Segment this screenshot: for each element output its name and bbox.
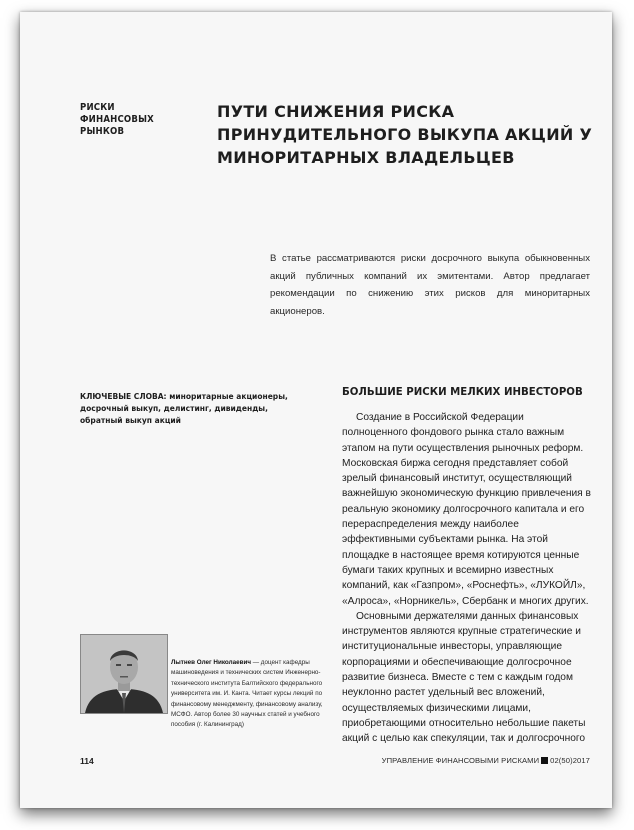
author-name: Лытнев Олег Николаевич bbox=[171, 659, 251, 666]
journal-footer bbox=[382, 756, 590, 765]
author-photo bbox=[80, 634, 168, 714]
author-bio bbox=[171, 658, 341, 731]
journal-name: УПРАВЛЕНИЕ ФИНАНСОВЫМИ РИСКАМИ bbox=[381, 756, 540, 765]
body-heading: БОЛЬШИЕ РИСКИ МЕЛКИХ ИНВЕСТОРОВ bbox=[342, 387, 583, 398]
author-portrait-image bbox=[81, 635, 167, 713]
article-title: ПУТИ СНИЖЕНИЯ РИСКА ПРИНУДИТЕЛЬНОГО ВЫКУПА АКЦИЙ У МИНОРИТАРНЫХ ВЛАДЕЛЬЦЕВ bbox=[217, 102, 593, 167]
article-body bbox=[342, 386, 592, 747]
body-paragraph: Создание в Российской Федерации полноценного фондового рынка стало важным этапом на пути осуществления рыночных реформ. Московская биржа сегодня представляет собой зрелый финансовый институт, осуществляющий важнейшую экономическую функцию привлечения в реальную экономику долгосрочного капитала и его перераспределения между наиболее эффективными субъектами рынка. На этой площадке в настоящее время котируются ценные бумаги таких крупных и всемирно известных компаний, как «Газпром», «Роснефть», «ЛУКОЙЛ», «Алроса», «Норникель», Сбербанк и многих других. bbox=[342, 412, 591, 607]
page-number: 114 bbox=[80, 756, 94, 766]
article-abstract: В статье рассматриваются риски досрочного выкупа обыкновенных акций публичных компаний их эмитентами. Автор предлагает рекомендации по снижению этих рисков для миноритарных акционеров. bbox=[270, 253, 590, 317]
square-separator-icon bbox=[541, 757, 548, 764]
journal-issue: 02(50)2017 bbox=[550, 756, 590, 765]
body-paragraph: Основными держателями данных финансовых инструментов являются крупные стратегические и институциональные инвесторы, управляющие корпорациями и обеспечивающие долгосрочное развитие бизнеса. Вместе с тем с каждым годом неуклонно растет удельный вес вложений, осуществляемых физическими лицами, приобретающими относительно небольшие пакеты акций с целью как спекуляции, так и долгосрочного bbox=[342, 610, 586, 745]
keywords: КЛЮЧЕВЫЕ СЛОВА: миноритарные акционеры, досрочный выкуп, делистинг, дивиденды, обратный выкуп акций bbox=[80, 391, 288, 425]
author-bio-text: — доцент кафедры машиноведения и технических систем Инженерно-технического института Балтийского федерального университета им. И. Канта. Читает курсы лекций по финансовому менеджменту, финансовому анализу, МСФО. Автор более 30 научных статей и учебного пособия (г. Калининград) bbox=[171, 659, 323, 729]
journal-page bbox=[20, 12, 612, 808]
section-tag: РИСКИ ФИНАНСОВЫХ РЫНКОВ bbox=[80, 102, 154, 137]
